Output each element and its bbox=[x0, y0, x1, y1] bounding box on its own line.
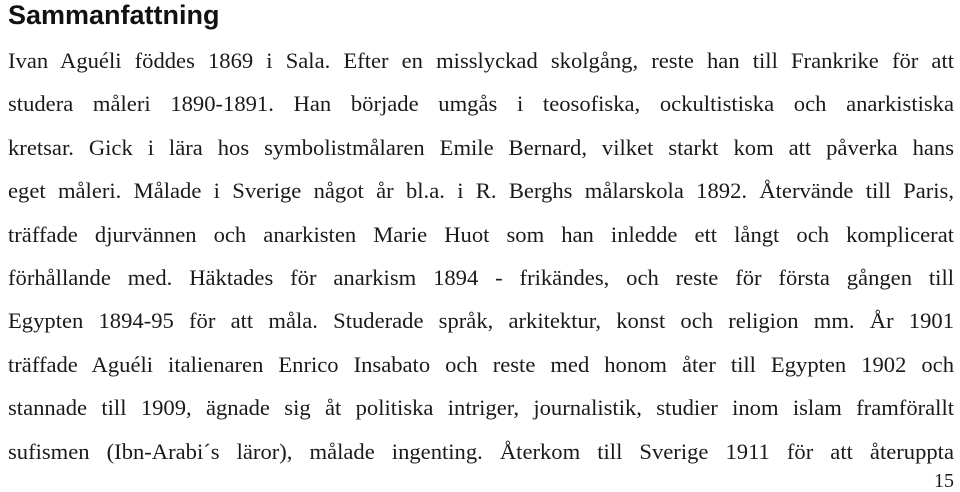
paragraph-line-6: förhållande med. Häktades för anarkism 1894 - frikändes, och reste för första gången till bbox=[8, 265, 954, 291]
paragraph-line-4: eget måleri. Målade i Sverige något år bl.a. i R. Berghs målarskola 1892. Återvände till Paris, bbox=[8, 178, 954, 204]
paragraph-line-3: kretsar. Gick i lära hos symbolistmålaren Emile Bernard, vilket starkt kom att påverka hans bbox=[8, 134, 954, 160]
section-heading: Sammanfattning bbox=[8, 0, 220, 30]
paragraph-line-10: sufismen (Ibn-Arabi´s läror), målade ingenting. Återkom till Sverige 1911 för att återuppta bbox=[8, 438, 954, 464]
summary-paragraph bbox=[8, 39, 954, 473]
paragraph-line-9: stannade till 1909, ägnade sig åt politiska intriger, journalistik, studier inom islam framförallt bbox=[8, 395, 954, 421]
paragraph-line-5: träffade djurvännen och anarkisten Marie Huot som han inledde ett långt och komplicerat bbox=[8, 221, 954, 247]
paragraph-line-1: Ivan Aguéli föddes 1869 i Sala. Efter en misslyckad skolgång, reste han till Frankrike för att bbox=[8, 48, 954, 73]
page-number: 15 bbox=[934, 470, 954, 492]
paragraph-line-2: studera måleri 1890-1891. Han började umgås i teosofiska, ockultistiska och anarkistiska bbox=[8, 91, 954, 117]
paragraph-line-8: träffade Aguéli italienaren Enrico Insabato och reste med honom åter till Egypten 1902 och bbox=[8, 351, 954, 377]
paragraph-line-7: Egypten 1894-95 för att måla. Studerade språk, arkitektur, konst och religion mm. År 1901 bbox=[8, 308, 954, 334]
